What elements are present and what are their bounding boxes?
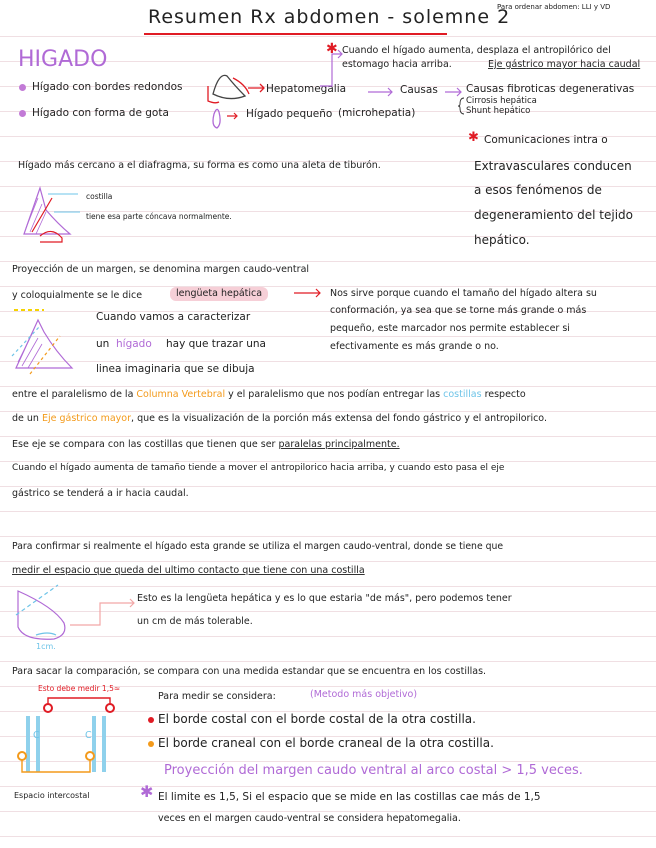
paralelismo-line1-a — [12, 390, 526, 400]
star-icon: ✱ — [140, 782, 154, 801]
paralelismo-line2 — [12, 414, 547, 424]
title-underline — [144, 33, 447, 35]
bullet-forma-gota: Hígado con forma de gota — [32, 107, 169, 119]
lengueta-explanation-line4: efectivamente es más grande o no. — [330, 341, 499, 352]
borde-craneal-line: El borde craneal con el borde craneal de la otra costilla. — [158, 736, 494, 750]
header-note: Para ordenar abdomen: LLI y VD — [497, 3, 611, 11]
arrow-to-explanation — [292, 286, 324, 300]
bullet-dot — [19, 84, 26, 91]
causa-shunt: Shunt hepático — [466, 106, 531, 116]
extravasculares-line2: a esos fenómenos de — [474, 183, 602, 197]
higado-pequeno-label: Hígado pequeño — [246, 108, 333, 120]
bullet-dot-red — [148, 717, 154, 723]
paralelismo-line3 — [12, 440, 400, 450]
lengueta-explanation-line1: Nos sirve porque cuando el tamaño del hígado altera su — [330, 288, 597, 299]
metodo-objetivo-label: (Metodo más objetivo) — [310, 689, 418, 700]
lengueta-hepatica-highlight: lengüeta hepática — [170, 287, 268, 301]
caracterizar-line1: Cuando vamos a caracterizar — [96, 311, 251, 323]
paralelismo-text: respecto — [484, 389, 526, 400]
section-heading-higado: HIGADO — [18, 47, 108, 72]
limite-line1: El limite es 1,5, Si el espacio que se mide en las costillas cae más de 1,5 — [158, 791, 541, 803]
label-parte-concava: tiene esa parte cóncava normalmente. — [86, 212, 232, 221]
paralelismo-text: , que es la visualización de la porción más extensa del fondo gástrico y el antropilorico. — [131, 413, 547, 424]
arrow-to-hepatomegalia — [246, 80, 268, 94]
hepatomegalia-label: Hepatomegalia — [266, 83, 347, 95]
star-note-line2a: estomago hacia arriba. — [342, 59, 452, 70]
costillas-word: costillas — [443, 389, 482, 400]
star-note-line2b: Eje gástrico mayor hacia caudal — [488, 59, 641, 70]
paralelismo-text: Ese eje se compara con las costillas que tienen que ser — [12, 439, 276, 450]
shark-fin-liver-illustration — [18, 184, 80, 246]
paralelismo-text: de un — [12, 413, 39, 424]
lengueta-explanation-line2: conformación, ya sea que se torne más grande o más — [330, 305, 587, 316]
caracterizar-line3: linea imaginaria que se dibuja — [96, 363, 255, 375]
costilla-c-label: C — [33, 730, 40, 741]
proyeccion-line2: y coloquialmente se le dice — [12, 290, 143, 301]
causas-bracket — [458, 96, 466, 116]
paralelismo-text: y el paralelismo que nos podían entregar las — [228, 389, 441, 400]
extravasculares-line4: hepático. — [474, 233, 530, 247]
para-medir-label: Para medir se considera: — [158, 691, 276, 702]
bullet-bordes-redondos: Hígado con bordes redondos — [32, 81, 183, 93]
page-title: Resumen Rx abdomen - solemne 2 — [148, 6, 511, 28]
caracterizar-line2b: hay que trazar una — [166, 338, 266, 350]
lengueta-note-line1: Esto es la lengüeta hepática y es lo que estaria "de más", pero podemos tener — [137, 593, 512, 604]
one-cm-label: 1cm. — [36, 642, 56, 651]
liver-shapes-illustration — [205, 66, 265, 138]
espacio-intercostal-label: Espacio intercostal — [14, 791, 90, 800]
star-note-line1: Cuando el hígado aumenta, desplaza el antropilórico del — [342, 45, 611, 56]
comunicaciones-label: Comunicaciones intra o — [484, 134, 608, 146]
extravasculares-line1: Extravasculares conducen — [474, 159, 632, 173]
confirmar-line1: Para confirmar si realmente el hígado esta grande se utiliza el margen caudo-ventral, donde se tiene que — [12, 541, 504, 552]
causa-cirrosis: Cirrosis hepática — [466, 96, 537, 106]
paralelas-principalmente: paralelas principalmente. — [278, 439, 400, 450]
debe-medir-label: Esto debe medir 1,5≈ — [38, 684, 121, 693]
diafragma-line: Hígado más cercano a el diafragma, su forma es como una aleta de tiburón. — [18, 160, 381, 171]
arrow-to-causas — [366, 86, 396, 98]
limite-line2: veces en el margen caudo-ventral se considera hepatomegalia. — [158, 813, 461, 824]
paralelismo-text: entre el paralelismo de la — [12, 389, 134, 400]
bullet-dot-orange — [148, 741, 154, 747]
causas-label: Causas — [400, 84, 438, 96]
paralelismo-line4: Cuando el hígado aumenta de tamaño tiende a mover el antropilorico hacia arriba, y cuando esto pasa el eje — [12, 463, 505, 473]
proyeccion-margen-line: Proyección del margen caudo ventral al arco costal > 1,5 veces. — [164, 763, 583, 778]
causas-fibroticas-label: Causas fibroticas degenerativas — [466, 83, 635, 95]
eje-gastrico-mayor: Eje gástrico mayor — [41, 413, 132, 424]
microhepatia-label: (microhepatia) — [338, 107, 416, 119]
label-costilla: costilla — [86, 192, 113, 201]
extravasculares-line3: degeneramiento del tejido — [474, 208, 634, 222]
confirmar-line2: medir el espacio que queda del ultimo contacto que tiene con una costilla — [12, 565, 365, 576]
liver-axis-illustration — [10, 306, 84, 378]
lengueta-note-line2: un cm de más tolerable. — [137, 616, 253, 627]
lengueta-measure-illustration — [14, 585, 144, 651]
costilla-c-label: C — [85, 730, 92, 741]
paralelismo-line5: gástrico se tenderá a ir hacia caudal. — [12, 488, 189, 499]
comparacion-intro: Para sacar la comparación, se compara con una medida estandar que se encuentra en los costillas. — [12, 666, 487, 677]
bullet-dot — [19, 110, 26, 117]
intercostal-space-illustration — [12, 694, 124, 784]
caracterizar-line2a: un — [96, 338, 110, 350]
columna-vertebral: Columna Vertebral — [136, 389, 226, 400]
star-icon: ✱ — [468, 130, 479, 145]
caracterizar-higado: hígado — [116, 338, 152, 350]
borde-costal-line: El borde costal con el borde costal de la otra costilla. — [158, 712, 476, 726]
lengueta-explanation-line3: pequeño, este marcador nos permite establecer si — [330, 323, 570, 334]
star-icon: ✱ — [326, 41, 338, 57]
proyeccion-line1: Proyección de un margen, se denomina margen caudo-ventral — [12, 264, 310, 275]
